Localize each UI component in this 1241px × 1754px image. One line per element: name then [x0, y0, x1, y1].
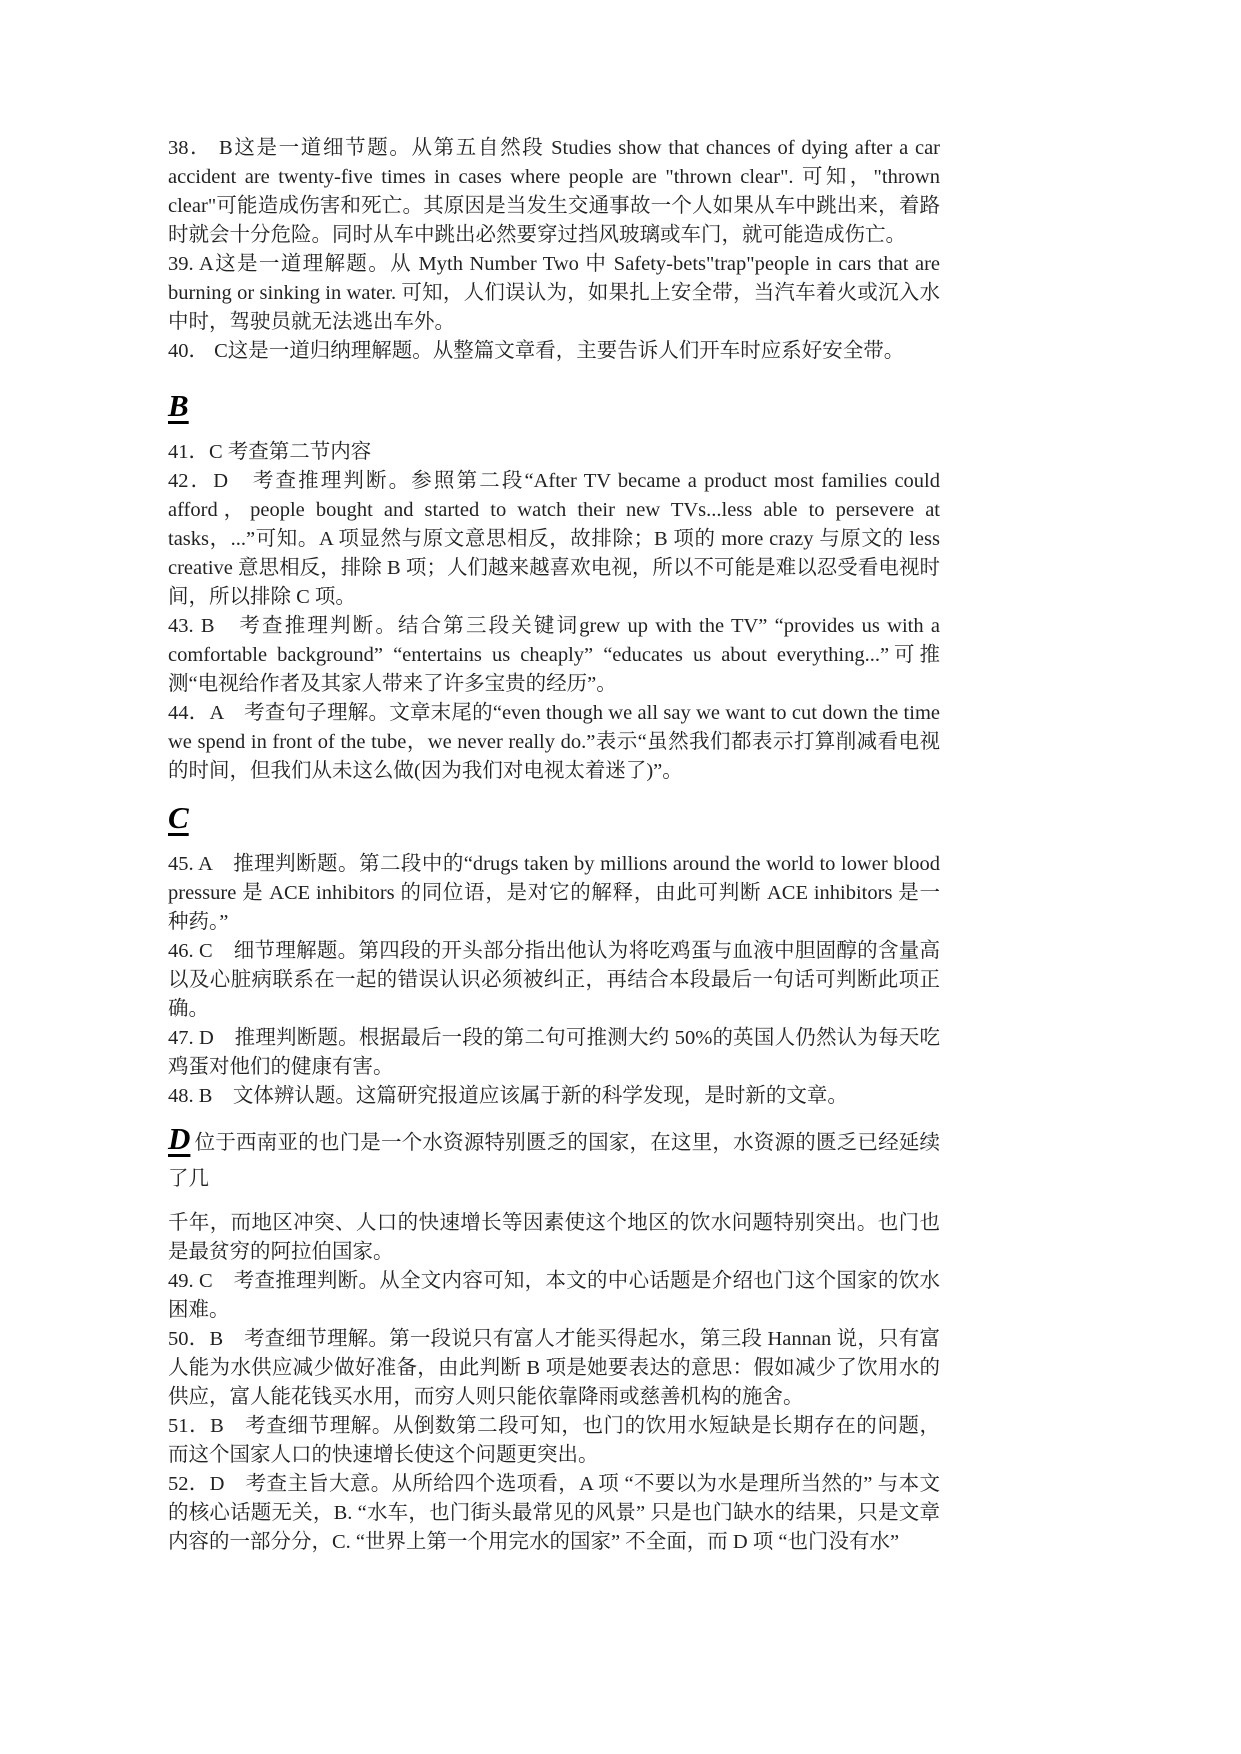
answer-49: 49. C 考查推理判断。从全文内容可知，本文的中心话题是介绍也门这个国家的饮水困难。	[168, 1270, 940, 1321]
answer-45: 45. A 推理判断题。第二段中的“drugs taken by millions around the world to lower blood pressure 是 ACE inhibitors 的同位语，是对它的解释，由此可判断 ACE inhibitors 是一种药。”	[168, 853, 940, 933]
section-b-header	[168, 386, 940, 426]
section-d-intro-first: 位于西南亚的也门是一个水资源特别匮乏的国家，在这里，水资源的匮乏已经延续了几	[168, 1132, 940, 1190]
answer-48: 48. B 文体辨认题。这篇研究报道应该属于新的科学发现，是时新的文章。	[168, 1085, 848, 1107]
answer-51: 51．B 考查细节理解。从倒数第二段可知，也门的饮用水短缺是长期存在的问题，而这个国家人口的快速增长使这个问题更突出。	[168, 1415, 940, 1466]
answer-40: 40． C这是一道归纳理解题。从整篇文章看，主要告诉人们开车时应系好安全带。	[168, 340, 905, 362]
section-b-heading: B	[168, 388, 189, 423]
section-d-intro	[168, 1121, 940, 1267]
answer-39: 39. A这是一道理解题。从 Myth Number Two 中 Safety-bets"trap"people in cars that are burning or sinking in water. 可知，人们误认为，如果扎上安全带，当汽车着火或沉入水中时，驾驶员就无法逃出车外。	[168, 253, 940, 333]
answer-50: 50．B 考查细节理解。第一段说只有富人才能买得起水，第三段 Hannan 说，只有富人能为水供应减少做好准备，由此判断 B 项是她要表达的意思：假如减少了饮用水的供应，富人能花钱买水用，而穷人则只能依靠降雨或慈善机构的施舍。	[168, 1328, 940, 1408]
section-d-heading: D	[168, 1121, 191, 1156]
answer-47: 47. D 推理判断题。根据最后一段的第二句可推测大约 50%的英国人仍然认为每天吃鸡蛋对他们的健康有害。	[168, 1027, 940, 1078]
section-c-header	[168, 798, 940, 838]
answer-38: 38． B这是一道细节题。从第五自然段 Studies show that chances of dying after a car accident are twenty-five times in cases where people are "thrown clear". 可知，"thrown clear"可能造成伤害和死亡。其原因是当发生交通事故一个人如果从车中跳出来，着路时就会十分危险。同时从车中跳出必然要穿过挡风玻璃或车门，就可能造成伤亡。	[168, 137, 940, 246]
answer-44: 44．A 考查句子理解。文章末尾的“even though we all say we want to cut down the time we spend in front of the tube，we never really do.”表示“虽然我们都表示打算削减看电视的时间，但我们从未这么做(因为我们对电视太着迷了)”。	[168, 702, 940, 782]
answer-41: 41．C 考查第二节内容	[168, 441, 372, 463]
answer-46: 46. C 细节理解题。第四段的开头部分指出他认为将吃鸡蛋与血液中胆固醇的含量高以及心脏病联系在一起的错误认识必须被纠正，再结合本段最后一句话可判断此项正确。	[168, 940, 940, 1020]
answer-42: 42．D 考查推理判断。参照第二段“After TV became a product most families could afford，people bought and started to watch their new TVs...less able to persevere at tasks，...”可知。A 项显然与原文意思相反，故排除；B 项的 more crazy 与原文的 less creative 意思相反，排除 B 项；人们越来越喜欢电视，所以不可能是难以忍受看电视时间，所以排除 C 项。	[168, 470, 940, 608]
section-c-heading: C	[168, 800, 189, 835]
section-d-intro-rest: 千年，而地区冲突、人口的快速增长等因素使这个地区的饮水问题特别突出。也门也是最贫穷的阿拉伯国家。	[168, 1212, 940, 1263]
answer-43: 43. B 考查推理判断。结合第三段关键词grew up with the TV” “provides us with a comfortable background” “entertains us cheaply” “educates us about everything...”可推测“电视给作者及其家人带来了许多宝贵的经历”。	[168, 615, 940, 695]
answer-52: 52．D 考查主旨大意。从所给四个选项看，A 项 “不要以为水是理所当然的” 与本文的核心话题无关，B. “水车，也门街头最常见的风景” 只是也门缺水的结果，只是文章内容的一部分分，C. “世界上第一个用完水的国家” 不全面，而 D 项 “也门没有水”	[168, 1473, 940, 1553]
answer-key-page	[168, 134, 940, 1557]
section-d-intro-line	[168, 1121, 940, 1197]
